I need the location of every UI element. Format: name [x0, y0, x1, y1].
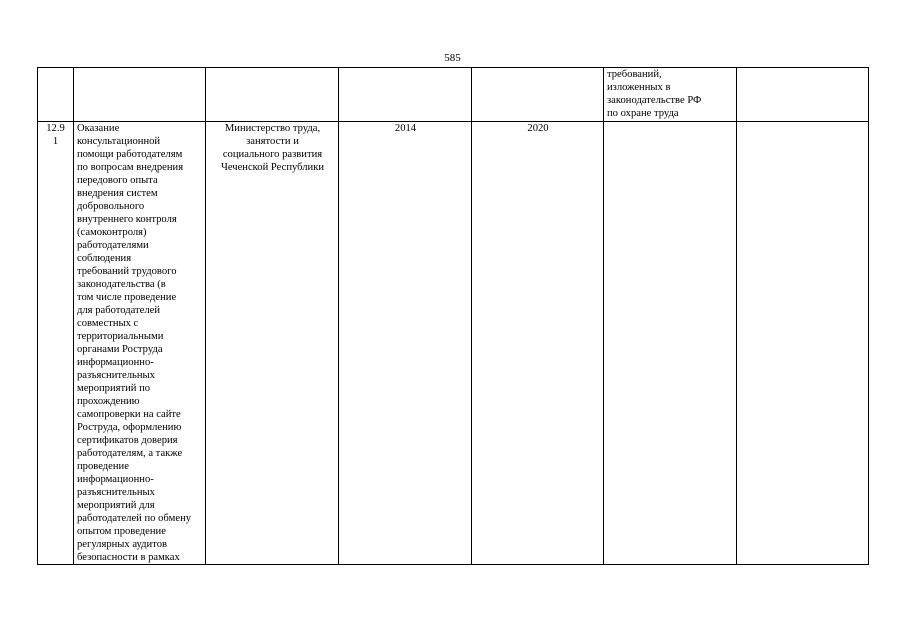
- table-cell: [206, 68, 339, 122]
- table-row: [38, 68, 869, 122]
- executor-cell: Министерство труда, занятости и социального развития Чеченской Республики: [206, 122, 339, 565]
- table-cell-result-continued: требований, изложенных в законодательстве РФ по охране труда: [604, 68, 737, 122]
- end-year-cell: 2020: [472, 122, 604, 565]
- table-cell: [74, 68, 206, 122]
- table-row: [38, 122, 869, 565]
- item-description-cell: Оказание консультационной помощи работодателям по вопросам внедрения передового опыта внедрения систем добровольного внутреннего контроля (самоконтроля) работодателями соблюдения требований трудового законодательства (в том числе проведение для работодателей совместных с территориальными органами Роструда информационно- разъяснительных мероприятий по прохождению самопроверки на сайте Роструда, оформлению сертификатов доверия работодателям, а также проведение информационно- разъяснительных мероприятий для работодателей по обмену опытом проведение регулярных аудитов безопасности в рамках: [74, 122, 206, 565]
- result-cell: [604, 122, 737, 565]
- table-cell: [339, 68, 472, 122]
- item-number-cell: 12.9 1: [38, 122, 74, 565]
- start-year-cell: 2014: [339, 122, 472, 565]
- note-cell: [737, 122, 869, 565]
- measures-table: [37, 67, 869, 565]
- table-cell: [38, 68, 74, 122]
- page-number: 585: [444, 52, 461, 64]
- table-cell: [737, 68, 869, 122]
- table-cell: [472, 68, 604, 122]
